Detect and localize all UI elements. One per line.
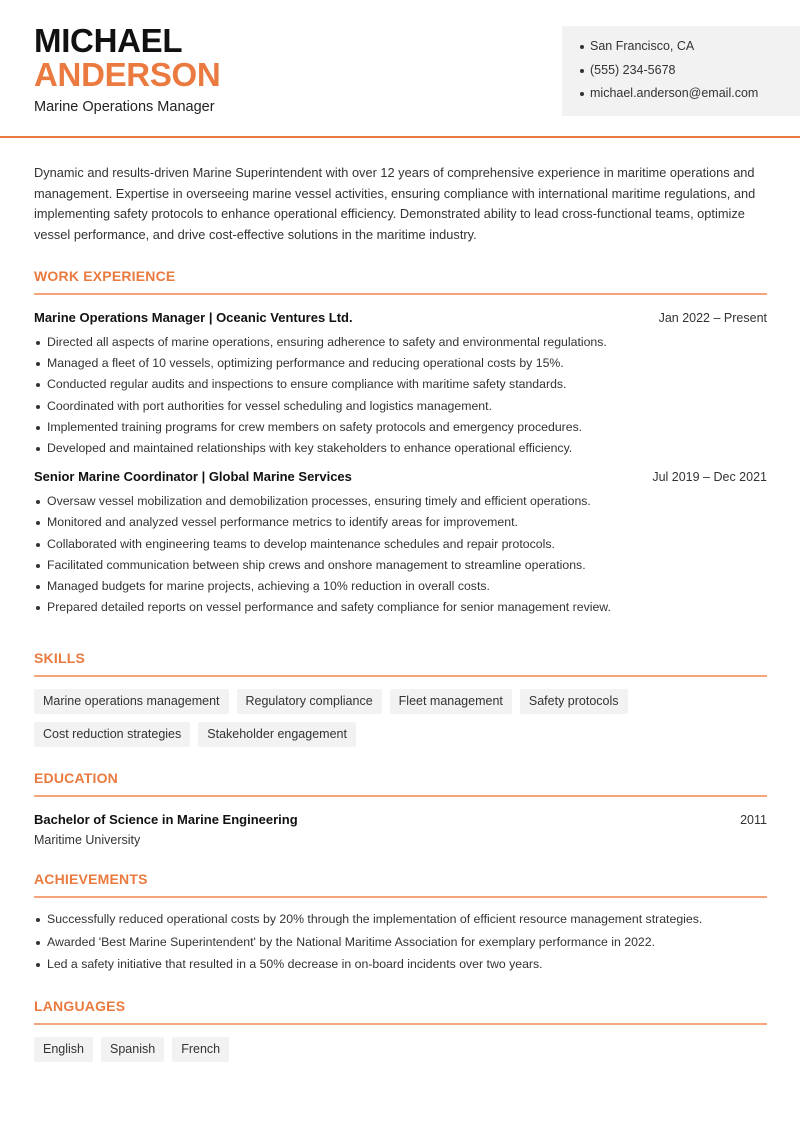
resume-body — [34, 163, 767, 1056]
list-item: Conducted regular audits and inspections to ensure compliance with maritime safety standards. — [34, 377, 767, 398]
list-item: Prepared detailed reports on vessel performance and safety compliance for senior management review. — [34, 600, 767, 621]
list-item: Directed all aspects of marine operations, ensuring adherence to safety and environmental regulations. — [34, 335, 767, 356]
contact-email[interactable]: michael.anderson@email.com — [580, 86, 800, 110]
list-item: Managed a fleet of 10 vessels, optimizing performance and reducing operational costs by 15%. — [34, 356, 767, 377]
job-entry — [34, 310, 767, 462]
job-title: Marine Operations Manager — [34, 99, 215, 115]
skill-tag: Cost reduction strategies — [34, 722, 190, 747]
section-title: ACHIEVEMENTS — [34, 871, 767, 898]
skill-tag: Marine operations management — [34, 689, 229, 714]
language-tag: English — [34, 1037, 93, 1062]
list-item: Monitored and analyzed vessel performance metrics to identify areas for improvement. — [34, 515, 767, 536]
resume-header — [0, 0, 800, 138]
last-name: ANDERSON — [34, 56, 221, 93]
degree: Bachelor of Science in Marine Engineering — [34, 812, 298, 827]
list-item: Facilitated communication between ship crews and onshore management to streamline operations. — [34, 558, 767, 579]
language-tag: French — [172, 1037, 229, 1062]
job-bullets — [34, 335, 767, 462]
graduation-year: 2011 — [740, 813, 767, 827]
skill-tag: Fleet management — [390, 689, 512, 714]
language-tag: Spanish — [101, 1037, 164, 1062]
skill-tags — [34, 689, 767, 747]
language-tags — [34, 1037, 767, 1062]
section-title: LANGUAGES — [34, 998, 767, 1025]
section-title: WORK EXPERIENCE — [34, 268, 767, 295]
list-item: Implemented training programs for crew members on safety protocols and emergency procedures. — [34, 420, 767, 441]
work-experience-section — [34, 268, 767, 621]
skill-tag: Stakeholder engagement — [198, 722, 356, 747]
skills-section — [34, 650, 767, 747]
section-title: EDUCATION — [34, 770, 767, 797]
list-item: Successfully reduced operational costs by 20% through the implementation of efficient resource management strategies. — [34, 912, 767, 935]
languages-section — [34, 998, 767, 1062]
skill-tag: Safety protocols — [520, 689, 628, 714]
skill-tag: Regulatory compliance — [237, 689, 382, 714]
contact-phone: (555) 234-5678 — [580, 63, 800, 87]
list-item: Awarded 'Best Marine Superintendent' by the National Maritime Association for exemplary performance in 2022. — [34, 935, 767, 958]
professional-summary: Dynamic and results-driven Marine Superintendent with over 12 years of comprehensive experience in maritime operations and management. Expertise in overseeing marine vessel activities, ensuring compliance with international maritime regulations, and implementing safety protocols to enhance operational efficiency. Demonstrated ability to lead cross-functional teams, optimize vessel performance, and drive cost-effective solutions in the maritime industry. — [34, 165, 756, 243]
contact-location: San Francisco, CA — [580, 39, 800, 63]
list-item: Coordinated with port authorities for vessel scheduling and logistics management. — [34, 399, 767, 420]
contact-box — [562, 26, 800, 116]
achievements-section — [34, 871, 767, 980]
school-name: Maritime University — [34, 833, 141, 847]
first-name: MICHAEL — [34, 22, 183, 59]
list-item: Managed budgets for marine projects, achieving a 10% reduction in overall costs. — [34, 579, 767, 600]
list-item: Collaborated with engineering teams to develop maintenance schedules and repair protocols. — [34, 537, 767, 558]
job-role: Senior Marine Coordinator | Global Marine Services — [34, 469, 352, 485]
list-item: Oversaw vessel mobilization and demobilization processes, ensuring timely and efficient operations. — [34, 494, 767, 515]
candidate-name — [34, 24, 220, 92]
list-item: Led a safety initiative that resulted in a 50% decrease in on-board incidents over two years. — [34, 957, 767, 980]
job-role: Marine Operations Manager | Oceanic Ventures Ltd. — [34, 310, 353, 325]
job-bullets — [34, 494, 767, 621]
list-item: Developed and maintained relationships with key stakeholders to enhance operational efficiency. — [34, 441, 767, 462]
section-title: SKILLS — [34, 650, 767, 677]
achievement-list — [34, 912, 767, 980]
job-entry — [34, 469, 767, 621]
job-dates: Jul 2019 – Dec 2021 — [652, 470, 767, 485]
job-dates: Jan 2022 – Present — [658, 311, 767, 325]
education-section — [34, 770, 767, 847]
